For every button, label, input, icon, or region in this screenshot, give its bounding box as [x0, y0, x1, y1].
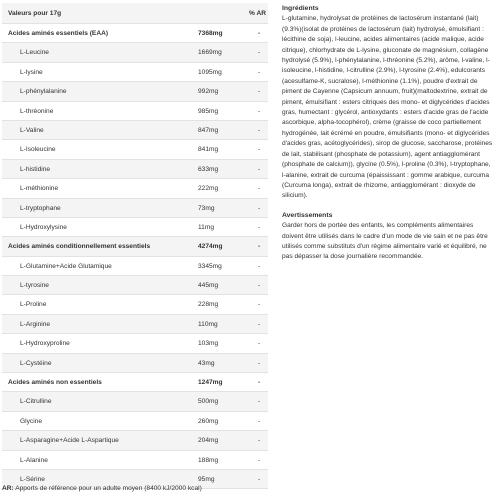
footnote-text: Apports de référence pour un adulte moyen (8400 kJ/2000 kcal): [13, 485, 202, 492]
row-value: 4274mg: [198, 243, 223, 251]
row-value: 841mg: [198, 146, 219, 154]
row-value: 445mg: [198, 282, 219, 290]
row-name: L-Proline: [20, 301, 47, 309]
table-row: [2, 354, 268, 373]
table-header: [2, 3, 268, 24]
table-row: [2, 295, 268, 314]
row-ar: -: [258, 204, 261, 212]
row-value: 95mg: [198, 475, 215, 483]
row-ar: -: [258, 282, 261, 290]
row-name: L-Arginine: [20, 320, 51, 328]
warnings-heading: Avertissements: [282, 211, 333, 219]
table-row: [2, 451, 268, 470]
row-name: L-tyrosine: [20, 282, 49, 290]
row-name: L-Leucine: [20, 49, 49, 57]
row-ar: -: [258, 262, 261, 270]
row-value: 985mg: [198, 107, 219, 115]
row-ar: -: [258, 320, 261, 328]
row-ar: -: [258, 223, 261, 231]
row-value: 11mg: [198, 223, 215, 231]
table-row: [2, 121, 268, 140]
row-name: Acides aminés essentiels (EAA): [8, 30, 109, 37]
table-row: [2, 218, 268, 237]
table-row: [2, 160, 268, 179]
row-value: 73mg: [198, 204, 215, 212]
ingredients-heading: Ingrédients: [282, 5, 319, 12]
row-ar: -: [258, 146, 261, 154]
table-group-row: [2, 373, 268, 392]
table-row: [2, 63, 268, 82]
row-name: L-lysine: [20, 68, 43, 76]
row-value: 7368mg: [198, 30, 223, 37]
row-value: 110mg: [198, 320, 218, 328]
row-ar: -: [258, 68, 261, 76]
row-ar: -: [258, 165, 261, 173]
row-name: L-Asparagine+Acide L-Aspartique: [20, 437, 119, 445]
row-name: L-Hydroxylysine: [20, 223, 67, 231]
row-value: 1669mg: [198, 49, 222, 57]
table-row: [2, 140, 268, 159]
row-value: 188mg: [198, 456, 219, 464]
table-row: [2, 179, 268, 198]
row-ar: -: [258, 340, 261, 348]
table-group-row: [2, 237, 268, 256]
row-name: L-Valine: [20, 126, 44, 134]
row-name: L-phénylalanine: [20, 88, 67, 96]
footnote-label: AR:: [2, 485, 14, 492]
row-name: L-histidine: [20, 165, 51, 173]
row-ar: -: [258, 475, 261, 483]
row-name: L-Alanine: [20, 456, 48, 464]
footnote: [2, 485, 202, 492]
table-row: [2, 334, 268, 353]
row-name: L-Citrulline: [20, 398, 52, 406]
table-row: [2, 102, 268, 121]
row-name: L-Isoleucine: [20, 146, 56, 154]
row-ar: -: [258, 437, 261, 445]
row-value: 1247mg: [198, 379, 223, 387]
header-name: Valeurs pour 17g: [8, 10, 62, 17]
row-ar: -: [258, 243, 261, 251]
row-value: 992mg: [198, 88, 219, 96]
row-value: 228mg: [198, 301, 219, 309]
table-row: [2, 43, 268, 62]
row-name: Glycine: [20, 417, 42, 425]
row-name: L-Cystéine: [20, 359, 52, 367]
row-value: 222mg: [198, 185, 219, 193]
table-row: [2, 431, 268, 450]
header-ar: % AR: [249, 10, 266, 17]
row-value: 633mg: [198, 165, 219, 173]
row-value: 103mg: [198, 340, 219, 348]
row-value: 500mg: [198, 398, 219, 406]
table-row: [2, 199, 268, 218]
row-name: Acides aminés conditionnellement essentiels: [8, 243, 151, 251]
row-ar: -: [258, 456, 261, 464]
row-ar: -: [258, 126, 261, 134]
table-row: [2, 315, 268, 334]
row-name: L-thréonine: [20, 107, 54, 115]
row-ar: -: [258, 30, 261, 37]
row-value: 3345mg: [198, 262, 222, 270]
row-name: L-Sérine: [20, 475, 45, 483]
table-row: [2, 412, 268, 431]
row-value: 260mg: [198, 417, 219, 425]
product-info: [282, 4, 496, 263]
row-name: Acides aminés non essentiels: [8, 379, 102, 387]
row-value: 43mg: [198, 359, 215, 367]
row-name: L-méthionine: [20, 185, 59, 193]
row-ar: -: [258, 398, 261, 406]
row-value: 1095mg: [198, 68, 222, 76]
table-row: [2, 257, 268, 276]
row-ar: -: [258, 379, 261, 387]
row-ar: -: [258, 301, 261, 309]
row-value: 847mg: [198, 126, 219, 134]
row-ar: -: [258, 185, 261, 193]
row-ar: -: [258, 417, 261, 425]
table-group-row: [2, 24, 268, 43]
row-name: L-tryptophane: [20, 204, 61, 212]
row-name: L-Hydroxyproline: [20, 340, 70, 348]
warnings-text: Garder hors de portée des enfants, les compléments alimentaires doivent être utilisés dans le cadre d'un mode de vie sain et ne pas être utilisés comme substituts d'un régime alimentaire varié et équilibré, ne pas dépasser la dose journalière recommandée.: [282, 222, 488, 261]
row-ar: -: [258, 88, 261, 96]
row-name: L-Glutamine+Acide Glutamique: [20, 262, 112, 270]
table-row: [2, 82, 268, 101]
row-value: 204mg: [198, 437, 219, 445]
row-ar: -: [258, 107, 261, 115]
nutrition-table: [2, 3, 268, 489]
ingredients-text: L-glutamine, hydrolysat de protéines de lactosérum instantané (lait) (9.3%)(isolat de protéines de lactosérum (lait) hydrolysé, émulsifiant : lécithine de soja), l-leucine, acides alimentaires (acide malique, acide citrique), chlorhydrate de L-lysine, gluconate de magnésium, collagène hydrolysé (5.9%), l-phénylalanine, l-thréonine (5.2%), arôme, l-valine, l-isoleucine, l-histidine, l-citrulline (2.9%), l-tyrosine (2.4%), edulcorants (acesulfame-K, sucralose), l-méthionine (1.1%), poudre d'extrait de piment de Cayenne (Capsicum annuum, fruit)(maltodextrine, extrait de piment, émulsifiant : esters citriques des mono- et diglycérides d'acides gras, humectant : glycérol, antioxydants : esters d'acide gras de l'acide ascorbique, alpha-tocophérol), crème (graisse de coco partiellement hydrogénée, lait écrémé en poudre, émulsifiants (mono- et diglycérides d'acides gras, acétoglycérides), sirop de glucose, saccharose, protéines de lait, stabilisant (phosphate de potassium), agent antiagglomérant (phosphate de calcium)), glycine (0.5%), l-proline (0.3%), l-tryptophane, l-alanine, extrait de curcuma (épaississant : gomme arabique, curcuma (Curcuma longa), extrait de rhizome, antiagglomérant : dioxyde de silicium).: [282, 15, 493, 200]
table-row: [2, 392, 268, 411]
row-ar: -: [258, 49, 261, 57]
table-row: [2, 276, 268, 295]
row-ar: -: [258, 359, 261, 367]
